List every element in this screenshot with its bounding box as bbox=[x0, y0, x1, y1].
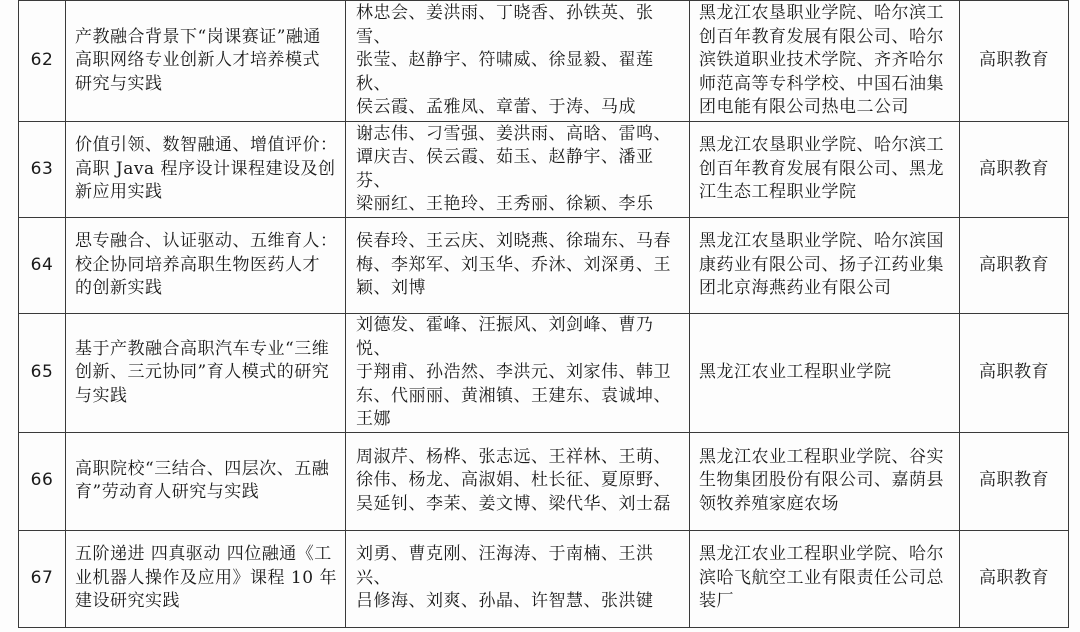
table-row bbox=[19, 530, 1069, 627]
project-units bbox=[690, 432, 960, 530]
project-title-text: 五阶递进 四真驱动 四位融通《工 业机器人操作及应用》课程 10 年 建设研究实践 bbox=[75, 544, 337, 612]
project-members bbox=[346, 314, 690, 433]
project-units-text: 黑龙江农垦职业学院、哈尔滨工 创百年教育发展有限公司、哈尔 滨铁道职业技术学院、齐齐哈尔 师范高等专科学校、中国石油集 团电能有限公司热电二公司 bbox=[699, 3, 944, 118]
project-members-text: 刘德发、霍峰、汪振风、刘剑峰、曹乃悦、 于翔甫、孙浩然、李洪元、刘家伟、韩卫 东、代丽丽、黄湘镇、王建东、袁诚坤、 王娜 bbox=[356, 315, 671, 429]
project-units-text: 黑龙江农垦职业学院、哈尔滨工 创百年教育发展有限公司、黑龙 江生态工程职业学院 bbox=[699, 135, 944, 203]
project-units-text: 黑龙江农业工程职业学院 bbox=[699, 362, 892, 382]
project-category: 高职教育 bbox=[960, 122, 1069, 218]
project-title bbox=[66, 1, 346, 122]
project-units-text: 黑龙江农垦职业学院、哈尔滨国 康药业有限公司、扬子江药业集 团北京海燕药业有限公司 bbox=[699, 231, 944, 299]
project-title bbox=[66, 432, 346, 530]
project-category: 高职教育 bbox=[960, 314, 1069, 433]
project-members bbox=[346, 530, 690, 627]
project-units bbox=[690, 1, 960, 122]
project-title-text: 思专融合、认证驱动、五维育人： 校企协同培养高职生物医药人才 的创新实践 bbox=[75, 231, 338, 299]
project-category: 高职教育 bbox=[960, 1, 1069, 122]
row-number: 63 bbox=[19, 122, 66, 218]
project-units bbox=[690, 218, 960, 314]
project-members-text: 刘勇、曹克刚、汪海涛、于南楠、王洪兴、 吕修海、刘爽、孙晶、许智慧、张洪键 bbox=[356, 544, 654, 612]
project-title-text: 产教融合背景下“岗课赛证”融通 高职网络专业创新人才培养模式 研究与实践 bbox=[75, 26, 321, 94]
row-number: 66 bbox=[19, 432, 66, 530]
project-category: 高职教育 bbox=[960, 530, 1069, 627]
project-members bbox=[346, 432, 690, 530]
project-members-text: 谢志伟、刁雪强、姜洪雨、高晗、雷鸣、 谭庆吉、侯云霞、茹玉、赵静宇、潘亚芬、 梁丽红、王艳玲、王秀丽、徐颖、李乐 bbox=[356, 123, 671, 214]
row-number: 67 bbox=[19, 530, 66, 627]
project-units-text: 黑龙江农业工程职业学院、谷实 生物集团股份有限公司、嘉荫县 领牧养殖家庭农场 bbox=[699, 446, 944, 514]
table-row bbox=[19, 1, 1069, 122]
project-title-text: 价值引领、数智融通、增值评价： 高职 Java 程序设计课程建设及创 新应用实践 bbox=[75, 135, 338, 203]
table-row bbox=[19, 122, 1069, 218]
project-title-text: 基于产教融合高职汽车专业“三维 创新、三元协同”育人模式的研究 与实践 bbox=[75, 338, 330, 406]
project-units bbox=[690, 314, 960, 433]
project-units bbox=[690, 122, 960, 218]
project-title bbox=[66, 122, 346, 218]
project-title bbox=[66, 314, 346, 433]
project-units bbox=[690, 530, 960, 627]
project-members-text: 周淑芹、杨桦、张志远、王祥林、王萌、 徐伟、杨龙、高淑娟、杜长征、夏原野、 吴延钊、李茉、姜文博、梁代华、刘士磊 bbox=[356, 446, 671, 514]
table-row bbox=[19, 314, 1069, 433]
project-members-text: 林忠会、姜洪雨、丁晓香、孙铁英、张雪、 张莹、赵静宇、符啸威、徐显毅、翟莲秋、 侯云霞、孟雅凤、章蕾、于涛、马成 bbox=[356, 3, 654, 118]
row-number: 64 bbox=[19, 218, 66, 314]
award-table bbox=[18, 0, 1069, 628]
project-members bbox=[346, 1, 690, 122]
project-title bbox=[66, 530, 346, 627]
project-members bbox=[346, 218, 690, 314]
project-members bbox=[346, 122, 690, 218]
project-units-text: 黑龙江农业工程职业学院、哈尔 滨哈飞航空工业有限责任公司总 装厂 bbox=[699, 544, 944, 612]
table-row bbox=[19, 432, 1069, 530]
project-title bbox=[66, 218, 346, 314]
project-members-text: 侯春玲、王云庆、刘晓燕、徐瑞东、马春 梅、李郑军、刘玉华、乔沐、刘深勇、王 颖、刘博 bbox=[356, 231, 671, 299]
table-row bbox=[19, 218, 1069, 314]
project-category: 高职教育 bbox=[960, 218, 1069, 314]
project-category: 高职教育 bbox=[960, 432, 1069, 530]
project-title-text: 高职院校“三结合、四层次、五融 育”劳动育人研究与实践 bbox=[75, 458, 330, 502]
row-number: 65 bbox=[19, 314, 66, 433]
row-number: 62 bbox=[19, 1, 66, 122]
